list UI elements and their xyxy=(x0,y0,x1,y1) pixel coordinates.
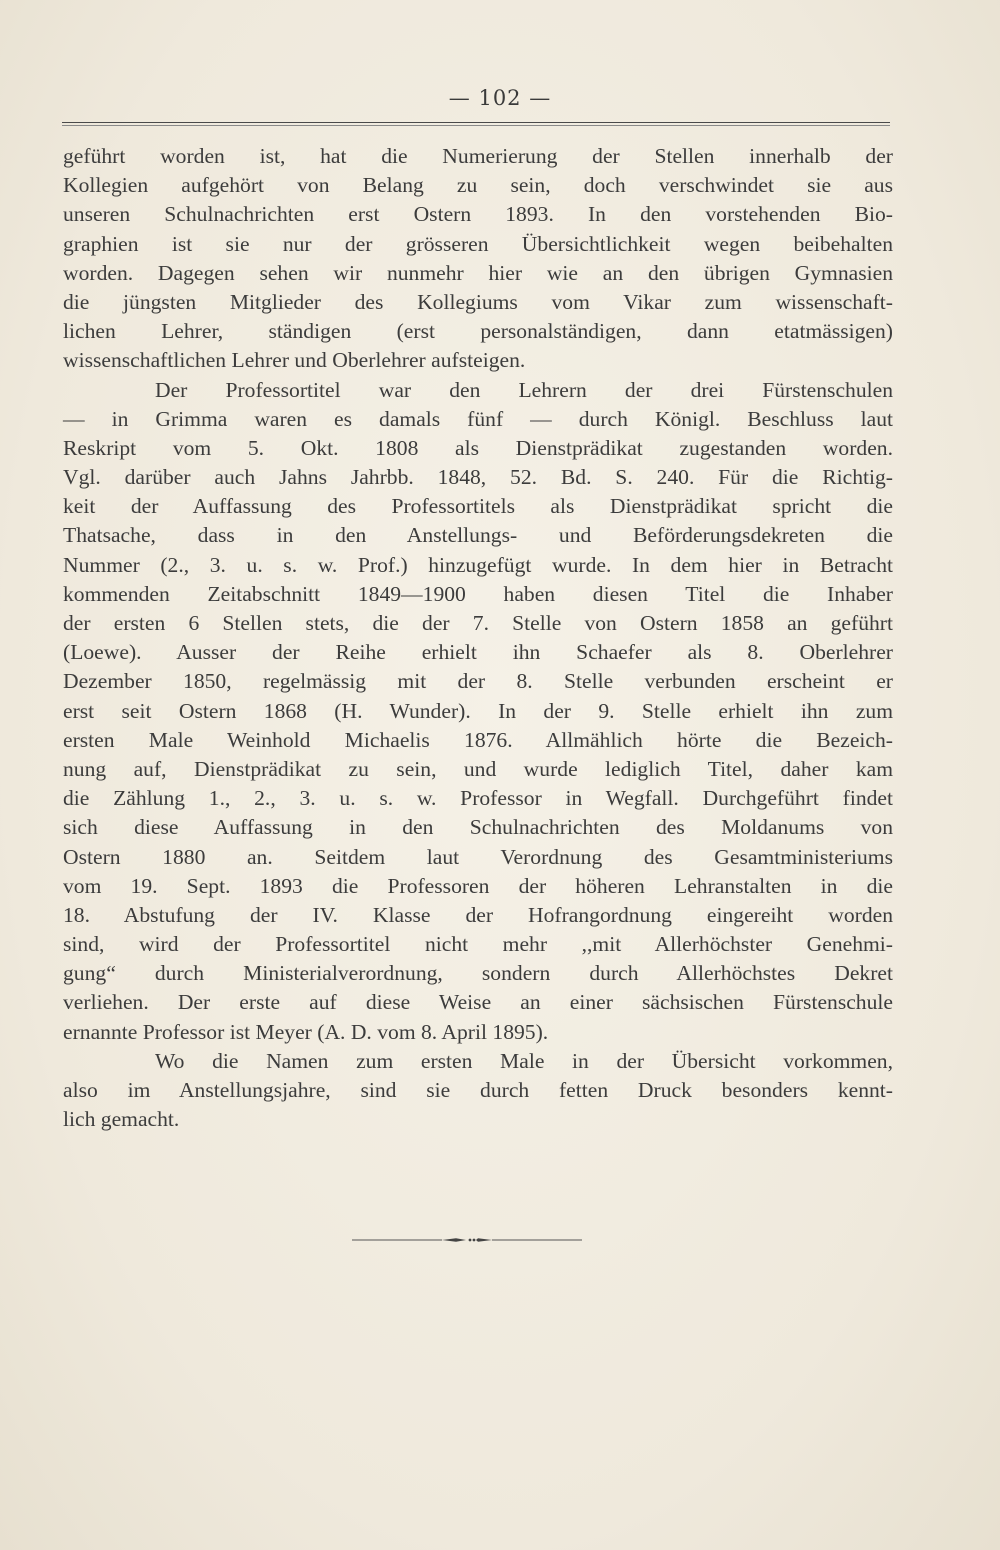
text-line: sich diese Auffassung in den Schulnachrichten des Moldanums von xyxy=(63,815,893,840)
text-line: geführt worden ist, hat die Numerierung der Stellen innerhalb der xyxy=(63,144,893,168)
paragraph xyxy=(63,142,893,376)
text-line: also im Anstellungsjahre, sind sie durch fetten Druck besonders kennt- xyxy=(63,1078,893,1102)
text-line: lich gemacht. xyxy=(63,1107,180,1132)
header-rule xyxy=(62,122,890,123)
paragraph xyxy=(63,376,893,1047)
text-line: die jüngsten Mitglieder des Kollegiums vom Vikar zum wissenschaft- xyxy=(63,289,893,314)
text-line: unseren Schulnachrichten erst Ostern 1893. In den vorstehenden Bio- xyxy=(63,202,893,227)
body-text xyxy=(63,142,893,1134)
text-line: der ersten 6 Stellen stets, die der 7. Stelle von Ostern 1858 an geführt xyxy=(63,611,893,635)
text-line: Der Professortitel war den Lehrern der drei Fürstenschulen xyxy=(155,377,893,402)
text-line: die Zählung 1., 2., 3. u. s. w. Professor in Wegfall. Durchgeführt findet xyxy=(63,786,893,811)
text-line: Reskript vom 5. Okt. 1808 als Dienstprädikat zugestanden worden. xyxy=(63,435,893,460)
text-line: 18. Abstufung der IV. Klasse der Hofrangordnung eingereiht worden xyxy=(63,902,893,927)
text-line: Nummer (2., 3. u. s. w. Prof.) hinzugefügt wurde. In dem hier in Betracht xyxy=(63,552,893,577)
text-line: sind, wird der Professortitel nicht mehr ,,mit Allerhöchster Genehmi- xyxy=(63,932,893,957)
text-line: kommenden Zeitabschnitt 1849—1900 haben diesen Titel die Inhaber xyxy=(63,581,893,606)
text-line: wissenschaftlichen Lehrer und Oberlehrer aufsteigen. xyxy=(63,348,526,373)
text-line: — in Grimma waren es damals fünf — durch Königl. Beschluss laut xyxy=(63,406,893,431)
text-line: ersten Male Weinhold Michaelis 1876. Allmählich hörte die Bezeich- xyxy=(63,727,893,752)
text-line: erst seit Ostern 1868 (H. Wunder). In der 9. Stelle erhielt ihn zum xyxy=(63,698,893,723)
text-line: Ostern 1880 an. Seitdem laut Verordnung des Gesamtministeriums xyxy=(63,844,893,869)
text-line: Dezember 1850, regelmässig mit der 8. Stelle verbunden erscheint er xyxy=(63,669,893,694)
text-line: Thatsache, dass in den Anstellungs- und Beförderungsdekreten die xyxy=(63,523,893,548)
text-line: nung auf, Dienstprädikat zu sein, und wurde lediglich Titel, daher kam xyxy=(63,756,893,781)
page-number: — 102 — xyxy=(448,86,552,110)
text-line: gung“ durch Ministerialverordnung, sondern durch Allerhöchstes Dekret xyxy=(63,961,893,986)
text-line: vom 19. Sept. 1893 die Professoren der höheren Lehranstalten in die xyxy=(63,873,893,898)
text-line: graphien ist sie nur der grösseren Übersichtlichkeit wegen beibehalten xyxy=(63,231,893,256)
text-line: worden. Dagegen sehen wir nunmehr hier wie an den übrigen Gymnasien xyxy=(63,260,893,285)
text-line: Vgl. darüber auch Jahns Jahrbb. 1848, 52. Bd. S. 240. Für die Richtig- xyxy=(63,465,893,490)
text-line: keit der Auffassung des Professortitels als Dienstprädikat spricht die xyxy=(63,494,893,519)
header-rule-secondary xyxy=(62,125,890,126)
text-line: (Loewe). Ausser der Reihe erhielt ihn Schaefer als 8. Oberlehrer xyxy=(63,640,893,665)
text-line: ernannte Professor ist Meyer (A. D. vom 8. April 1895). xyxy=(63,1019,549,1044)
text-line: Wo die Namen zum ersten Male in der Übersicht vorkommen, xyxy=(155,1048,893,1073)
closing-ornament-rule xyxy=(352,1236,582,1244)
text-line: lichen Lehrer, ständigen (erst personalständigen, dann etatmässigen) xyxy=(63,319,893,344)
text-line: verliehen. Der erste auf diese Weise an einer sächsischen Fürstenschule xyxy=(63,990,893,1015)
text-line: Kollegien aufgehört von Belang zu sein, doch verschwindet sie aus xyxy=(63,173,893,198)
paragraph xyxy=(63,1047,893,1135)
